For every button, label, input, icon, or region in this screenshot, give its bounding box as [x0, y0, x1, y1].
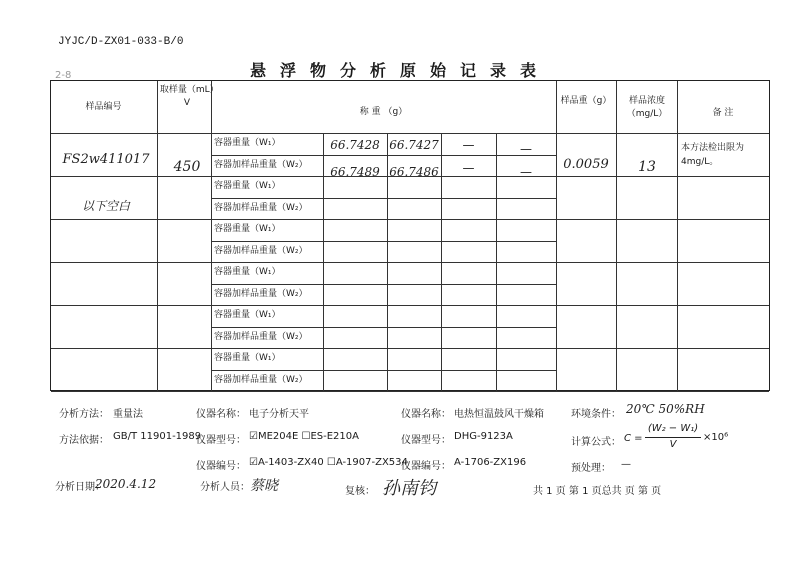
- column-divider: [211, 81, 212, 391]
- row-label-w1: 容器重量（W₁）: [214, 353, 281, 363]
- page-count: 共 1 页 第 1 页总共 页 第 页: [533, 486, 662, 497]
- w1-value-2: 66.7427: [389, 138, 439, 152]
- method-label: 分析方法：: [59, 409, 109, 420]
- row-label-w1: 容器重量（W₁）: [214, 267, 281, 277]
- column-divider: [157, 81, 158, 391]
- reviewer-label: 复核：: [345, 486, 375, 497]
- w1-value-4: —: [520, 142, 532, 156]
- analyst-value: 蔡晓: [250, 478, 278, 494]
- w1-value-3: —: [462, 138, 475, 152]
- inst1-name-value: 电子分析天平: [249, 409, 309, 420]
- inst1-id-value: ☑A-1403-ZX40 ☐A-1907-ZX534: [249, 457, 408, 468]
- reviewer-value: 孙南钧: [382, 478, 436, 499]
- date-label: 分析日期：: [55, 482, 105, 493]
- column-divider: [616, 81, 617, 391]
- row-divider: [51, 348, 769, 349]
- inst2-name-value: 电热恒温鼓风干燥箱: [454, 409, 544, 420]
- pretreat-value: —: [621, 459, 631, 470]
- inst2-model-value: DHG-9123A: [454, 431, 513, 442]
- inst1-model-value: ☑ME204E ☐ES-E210A: [249, 431, 359, 442]
- analyst-label: 分析人员：: [200, 482, 250, 493]
- volume-value: 450: [173, 159, 201, 175]
- header-volume: 取样量（mL）V: [159, 85, 215, 108]
- row-label-w2: 容器加样品重量（W₂）: [214, 374, 308, 385]
- document-code: JYJC/D-ZX01-033-B/0: [58, 36, 184, 48]
- column-divider: [556, 81, 557, 391]
- sample-weight-value: 0.0059: [563, 157, 609, 172]
- form-title: 悬浮物分析原始记录表: [249, 61, 550, 80]
- row-divider: [51, 262, 769, 263]
- formula-numerator: (W₂ − W₁): [647, 423, 699, 434]
- w2-value-2: 66.7486: [389, 165, 439, 179]
- row-divider: [51, 133, 769, 134]
- inst1-id-label: 仪器编号：: [196, 461, 246, 472]
- formula-fraction-bar: [645, 437, 701, 438]
- inst2-model-label: 仪器型号：: [401, 435, 451, 446]
- row-label-w1: 容器重量（W₁）: [214, 181, 281, 191]
- row-label-w2: 容器加样品重量（W₂）: [214, 245, 308, 256]
- row-label-w1: 容器重量（W₁）: [214, 310, 281, 320]
- header-concentration: 样品浓度（mg/L）: [626, 96, 668, 119]
- sample-id-value: FS2w411017: [62, 152, 150, 167]
- pretreat-label: 预处理：: [571, 463, 611, 474]
- env-value: 20℃ 50%RH: [626, 402, 705, 416]
- w2-value-4: —: [520, 165, 532, 179]
- row-label-w2: 容器加样品重量（W₂）: [214, 288, 308, 299]
- following-blank-note: 以下空白: [81, 199, 130, 213]
- formula-denominator: V: [669, 439, 677, 450]
- w2-value-3: —: [462, 161, 475, 175]
- basis-value: GB/T 11901-1989: [113, 431, 202, 442]
- formula-factor: ×10⁶: [703, 432, 729, 443]
- inst1-name-label: 仪器名称：: [196, 409, 246, 420]
- row-divider: [51, 305, 769, 306]
- row-divider: [51, 219, 769, 220]
- row-label-w1: 容器重量（W₁）: [214, 224, 281, 234]
- column-divider: [677, 81, 678, 391]
- date-value: 2020.4.12: [95, 477, 157, 491]
- inst2-name-label: 仪器名称：: [401, 409, 451, 420]
- remark-value: 本方法检出限为4mg/L。: [681, 143, 745, 167]
- basis-label: 方法依据：: [59, 435, 109, 446]
- w2-value-1: 66.7489: [330, 165, 380, 179]
- row-label-w2: 容器加样品重量（W₂）: [214, 202, 308, 213]
- w1-value-1: 66.7428: [330, 138, 380, 152]
- row-divider: [51, 176, 769, 177]
- corner-mark: 2-8: [55, 70, 72, 81]
- inst2-id-value: A-1706-ZX196: [454, 457, 527, 468]
- row-divider: [51, 391, 769, 392]
- method-value: 重量法: [113, 409, 143, 420]
- header-sample-weight: 样品重（g）: [560, 96, 612, 106]
- formula-label: 计算公式：: [571, 437, 621, 448]
- inst1-model-label: 仪器型号：: [196, 435, 246, 446]
- row-label-w2: 容器加样品重量（W₂）: [214, 331, 308, 342]
- row-label-w2: 容器加样品重量（W₂）: [214, 159, 308, 170]
- formula-lhs: C =: [624, 433, 643, 444]
- inst2-id-label: 仪器编号：: [401, 461, 451, 472]
- header-weighing: 称 重 （g）: [359, 107, 408, 117]
- env-label: 环境条件：: [571, 409, 621, 420]
- row-label-w1: 容器重量（W₁）: [214, 138, 281, 148]
- header-remark: 备 注: [712, 108, 734, 118]
- header-sample-id: 样品编号: [85, 102, 122, 112]
- record-table: [50, 80, 770, 474]
- concentration-value: 13: [638, 159, 656, 175]
